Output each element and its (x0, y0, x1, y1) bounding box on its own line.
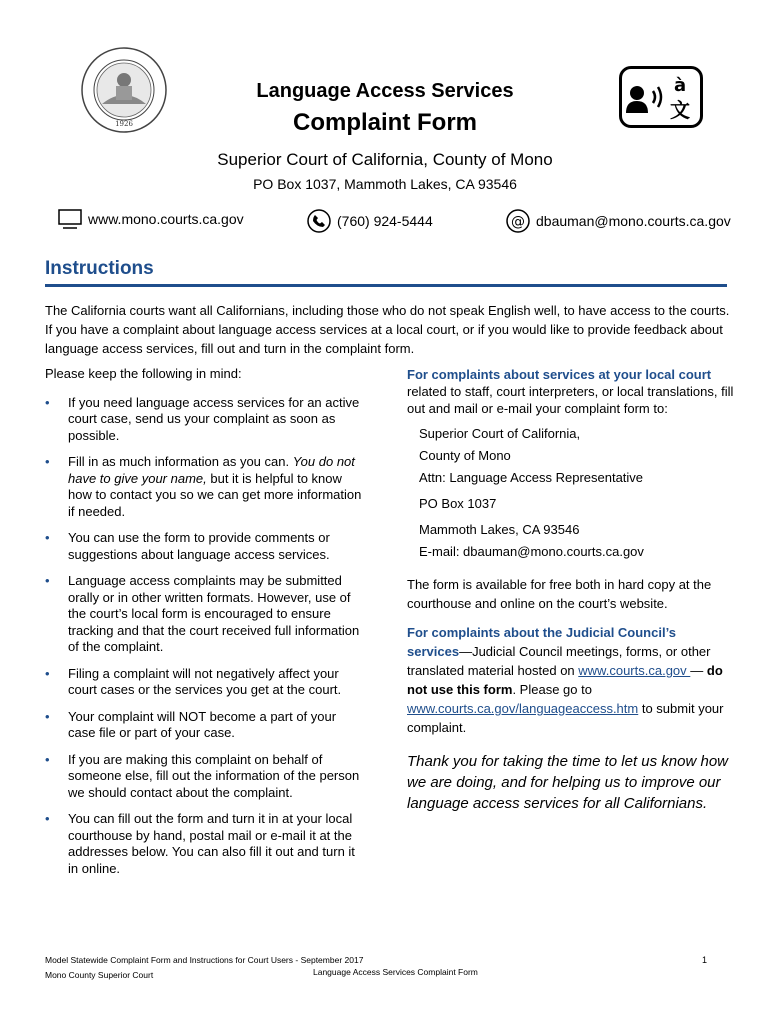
instructions-list (45, 395, 365, 878)
form-availability: The form is available for free both in hard copy at the courthouse and online on the court’s website. (407, 577, 712, 611)
address-line: County of Mono (419, 448, 511, 463)
address-line: PO Box 1037 (419, 496, 497, 511)
website-text[interactable]: www.mono.courts.ca.gov (88, 211, 244, 227)
address-line: Superior Court of California, (419, 426, 581, 441)
local-court-section (407, 366, 737, 417)
phone-text[interactable]: (760) 924-5444 (337, 213, 433, 229)
courts-link[interactable]: www.courts.ca.gov (578, 663, 691, 678)
court-name: Superior Court of California, County of Mono (217, 150, 553, 169)
list-item: • You can use the form to provide comments or suggestions about language access services. (45, 530, 365, 563)
language-access-link[interactable]: www.courts.ca.gov/languageaccess.htm (407, 701, 639, 716)
list-item: • Your complaint will NOT become a part of your case file or part of your case. (45, 709, 365, 742)
right-column (407, 366, 737, 814)
footer-title: Language Access Services Complaint Form (313, 967, 478, 977)
list-item: • You can fill out the form and turn it in at your local courthouse by hand, postal mail or e-mail it at the addresses below. You can also fill it out and turn it in online. (45, 811, 365, 877)
footer-court: Mono County Superior Court (45, 970, 154, 980)
address-line: E-mail: dbauman@mono.courts.ca.gov (419, 544, 644, 559)
keep-in-mind-label: Please keep the following in mind: (45, 366, 242, 381)
phone-icon (307, 209, 331, 233)
svg-text:@: @ (511, 214, 525, 230)
instructions-heading: Instructions (45, 258, 154, 279)
heading-divider (45, 284, 727, 287)
address-line: Mammoth Lakes, CA 93546 (419, 522, 580, 537)
footer-form-info: Model Statewide Complaint Form and Instructions for Court Users - September 2017 (45, 955, 364, 965)
mailing-address (419, 423, 737, 563)
at-sign-icon (506, 209, 530, 233)
email-contact[interactable] (506, 209, 731, 233)
form-title-line2: Complaint Form (293, 109, 477, 136)
svg-text:文: 文 (670, 98, 690, 122)
thank-you-note: Thank you for taking the time to let us know how we are doing, and for helping us to improve our language access services for all Californians. (407, 753, 728, 812)
computer-icon (58, 209, 82, 229)
list-item: • If you are making this complaint on behalf of someone else, fill out the information of the person we should contact about the complaint. (45, 752, 365, 802)
form-title-line1: Language Access Services (256, 80, 514, 102)
list-item: • Filing a complaint will not negatively affect your court cases or the services you get at the court. (45, 666, 365, 699)
instructions-intro: The California courts want all Californians, including those who do not speak English well, to have access to the courts. If you have a complaint about language access services at a local court, or if you would like to provide feedback about language access services, fill out and turn in the complaint form. (45, 303, 730, 356)
local-court-text: related to staff, court interpreters, or local translations, fill out and mail or e-mail your complaint form to: (407, 384, 734, 416)
website-contact[interactable] (58, 209, 244, 229)
judicial-council-section: For complaints about the Judicial Council’s services—Judicial Council meetings, forms, or other translated material hosted on www.courts.ca.gov — do not use this form. Please go to www.courts.ca.gov/languageaccess.htm to submit your complaint. (407, 625, 724, 735)
svg-text:à: à (674, 75, 687, 96)
list-item: • Fill in as much information as you can. You do not have to give your name, but it is helpful to know how to contact you so we can get more information if needed. (45, 454, 365, 520)
list-item: • If you need language access services for an active court case, send us your complaint as soon as possible. (45, 395, 365, 445)
page-number: 1 (702, 955, 708, 965)
local-court-heading: For complaints about services at your local court (407, 367, 712, 382)
court-address: PO Box 1037, Mammoth Lakes, CA 93546 (253, 176, 517, 192)
svg-text:1926: 1926 (115, 120, 133, 128)
list-item: • Language access complaints may be submitted orally or in other written formats. However, use of the court’s local form is encouraged to ensure tracking and that the court received full information of the complaint. (45, 573, 365, 656)
left-column (45, 366, 365, 887)
email-text[interactable]: dbauman@mono.courts.ca.gov (536, 213, 731, 229)
address-line: Attn: Language Access Representative (419, 470, 644, 485)
phone-contact[interactable] (307, 209, 433, 233)
